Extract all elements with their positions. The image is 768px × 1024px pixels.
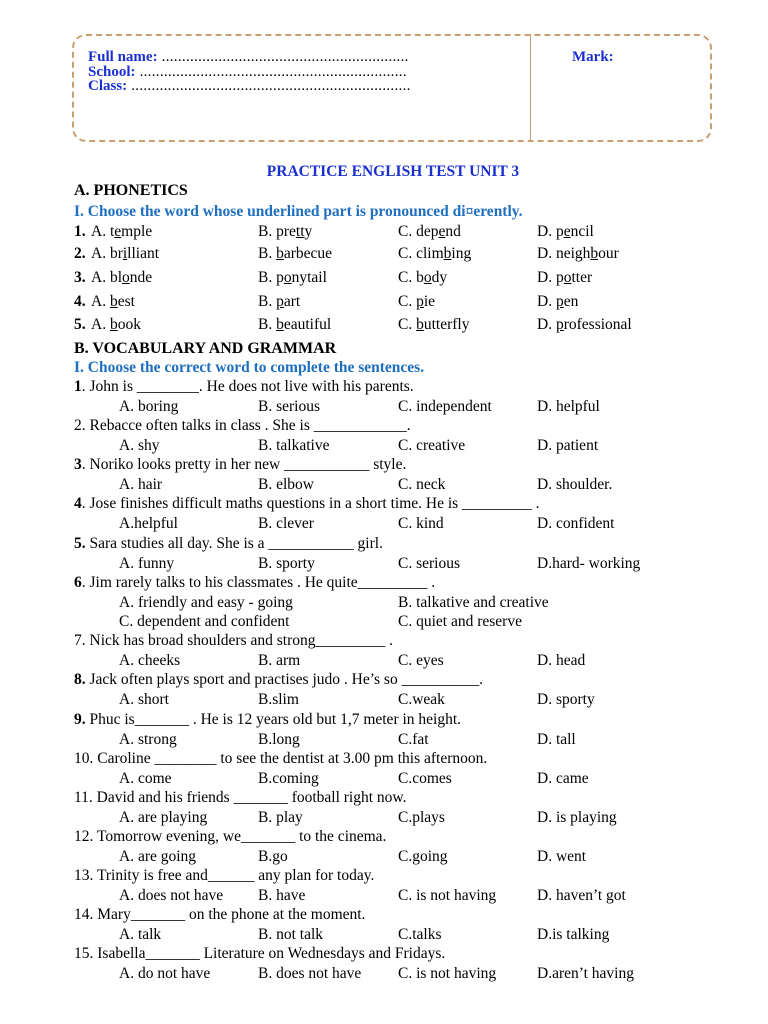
question-number: 5.	[74, 535, 86, 552]
question-text	[74, 495, 540, 513]
answer-option: A. hair	[119, 476, 163, 493]
question-text	[74, 711, 461, 729]
question-text	[74, 906, 365, 924]
section-b-instruction: I. Choose the correct word to complete the sentences.	[74, 359, 425, 376]
answer-option: B.long	[258, 731, 300, 748]
test-title: PRACTICE ENGLISH TEST UNIT 3	[266, 163, 520, 180]
answer-option: D. pen	[537, 293, 579, 310]
answer-option: A. boring	[119, 398, 179, 415]
question-number: 4	[74, 495, 82, 512]
question-stem: 12. Tomorrow evening, we_______ to the cinema.	[74, 828, 387, 845]
section-a-heading: A. PHONETICS	[74, 182, 188, 199]
underlined-part: p	[555, 293, 564, 310]
phonetics-row	[0, 245, 768, 265]
answer-option: D.hard- working	[537, 555, 641, 572]
answer-option: D. patient	[537, 437, 599, 454]
full-name-field	[88, 50, 409, 65]
underlined-part: i	[122, 245, 128, 262]
answer-option: A. cheeks	[119, 652, 181, 669]
options-row	[0, 809, 768, 829]
underlined-part: b	[276, 245, 284, 262]
answer-option: A. does not have	[119, 887, 224, 904]
answer-option: B. play	[258, 809, 303, 826]
answer-option: B. clever	[258, 515, 314, 532]
full-name-dots: .............................................................	[157, 49, 409, 65]
full-name-label: Full name:	[88, 49, 158, 65]
question-stem: . Jim rarely talks to his classmates . He quite_________ .	[81, 574, 436, 591]
question-stem: Sara studies all day. She is a ___________ girl.	[85, 535, 383, 552]
section-a-instruction: I. Choose the word whose underlined part is pronounced di¤erently.	[74, 203, 523, 220]
question-number: 9.	[74, 711, 86, 728]
options-row	[0, 652, 768, 672]
class-field	[88, 79, 411, 94]
options-row	[0, 594, 768, 614]
answer-option: C. quiet and reserve	[398, 613, 522, 630]
question-number: 1	[74, 378, 82, 395]
answer-option: A. are going	[119, 848, 197, 865]
answer-option: C. is not having	[398, 887, 497, 904]
answer-option: D. pencil	[537, 223, 594, 240]
phonetics-row	[0, 223, 768, 243]
answer-option: C. serious	[398, 555, 460, 572]
answer-option: B. serious	[258, 398, 320, 415]
question-stem: . Noriko looks pretty in her new ___________ style.	[81, 456, 407, 473]
answer-option: C. kind	[398, 515, 444, 532]
question-text	[74, 456, 406, 474]
options-row	[0, 691, 768, 711]
underlined-part: b	[109, 316, 118, 333]
answer-option: B. does not have	[258, 965, 362, 982]
underlined-part: e	[438, 223, 446, 240]
answer-option: D. neighbour	[537, 245, 619, 262]
question-stem: 2. Rebacce often talks in class . She is ____________.	[74, 417, 411, 434]
question-text	[74, 671, 483, 689]
question-number: 1.	[74, 223, 86, 240]
answer-option: A. talk	[119, 926, 162, 943]
question-number: 2.	[74, 245, 86, 262]
answer-option: D. is playing	[537, 809, 617, 826]
answer-option: C. depend	[398, 223, 461, 240]
question-text	[74, 417, 411, 435]
answer-option: D. head	[537, 652, 586, 669]
answer-option: D. shoulder.	[537, 476, 613, 493]
answer-option: B. ponytail	[258, 269, 327, 286]
answer-option: D.is talking	[537, 926, 610, 943]
options-row	[0, 555, 768, 575]
options-row	[0, 731, 768, 751]
answer-option: C. neck	[398, 476, 446, 493]
underlined-part: b	[109, 293, 118, 310]
options-row	[0, 398, 768, 418]
underlined-part: b	[276, 316, 284, 333]
answer-option: A. temple	[91, 223, 153, 240]
answer-option: D. went	[537, 848, 587, 865]
class-label: Class:	[88, 78, 128, 94]
options-row	[0, 848, 768, 868]
question-text	[74, 945, 445, 963]
answer-option: A. friendly and easy - going	[119, 594, 293, 611]
answer-option: A.helpful	[119, 515, 178, 532]
answer-option: C. is not having	[398, 965, 497, 982]
question-stem: 10. Caroline ________ to see the dentist at 3.00 pm this afternoon.	[74, 750, 488, 767]
options-row	[0, 887, 768, 907]
question-stem: . Jose finishes difficult maths questions in a short time. He is _________ .	[81, 495, 540, 512]
underlined-part: e	[563, 223, 571, 240]
options-row	[0, 613, 768, 633]
answer-option: C.comes	[398, 770, 452, 787]
question-text	[74, 828, 386, 846]
answer-option: D. haven’t got	[537, 887, 626, 904]
underlined-part: p	[276, 293, 284, 310]
question-number: 3	[74, 456, 82, 473]
answer-option: B.coming	[258, 770, 319, 787]
answer-option: D. sporty	[537, 691, 595, 708]
answer-option: C. eyes	[398, 652, 444, 669]
answer-option: C. body	[398, 269, 448, 286]
answer-option: D. came	[537, 770, 589, 787]
underlined-part: b	[443, 245, 452, 262]
answer-option: B. talkative	[258, 437, 330, 454]
question-number: 3.	[74, 269, 86, 286]
mark-label: Mark:	[572, 49, 614, 65]
underlined-part: b	[590, 245, 599, 262]
options-row	[0, 926, 768, 946]
answer-option: B. beautiful	[258, 316, 332, 333]
question-number: 8.	[74, 671, 86, 688]
answer-option: D. helpful	[537, 398, 600, 415]
question-text	[74, 750, 487, 768]
answer-option: A. brilliant	[91, 245, 160, 262]
class-dots: .....................................................................	[127, 78, 411, 94]
answer-option: D. confident	[537, 515, 615, 532]
underlined-part: o	[423, 269, 432, 286]
question-stem: 13. Trinity is free and______ any plan for today.	[74, 867, 375, 884]
underlined-part: o	[563, 269, 572, 286]
answer-option: C. climbing	[398, 245, 472, 262]
question-text	[74, 574, 435, 592]
answer-option: C. independent	[398, 398, 492, 415]
question-stem: 15. Isabella_______ Literature on Wednesdays and Fridays.	[74, 945, 446, 962]
answer-option: B. arm	[258, 652, 301, 669]
answer-option: A. short	[119, 691, 169, 708]
answer-option: D.aren’t having	[537, 965, 634, 982]
answer-option: A. strong	[119, 731, 177, 748]
question-stem: Phuc is_______ . He is 12 years old but 1,7 meter in height.	[85, 711, 462, 728]
answer-option: C.talks	[398, 926, 442, 943]
answer-option: B. elbow	[258, 476, 314, 493]
question-text	[74, 789, 407, 807]
underlined-part: e	[114, 223, 122, 240]
answer-option: C. pie	[398, 293, 436, 310]
question-number: 5.	[74, 316, 86, 333]
options-row	[0, 965, 768, 985]
answer-option: B. barbecue	[258, 245, 333, 262]
answer-option: B. have	[258, 887, 306, 904]
answer-option: B. talkative and creative	[398, 594, 549, 611]
phonetics-row	[0, 316, 768, 336]
answer-option: D. potter	[537, 269, 593, 286]
answer-option: C.fat	[398, 731, 429, 748]
answer-option: C.weak	[398, 691, 445, 708]
underlined-part: o	[283, 269, 292, 286]
question-text	[74, 632, 393, 650]
question-stem: Jack often plays sport and practises judo . He’s so __________.	[85, 671, 483, 688]
underlined-part: o	[122, 269, 130, 286]
answer-option: A. come	[119, 770, 172, 787]
question-stem: . John is ________. He does not live with his parents.	[81, 378, 414, 395]
options-row	[0, 476, 768, 496]
student-info-box	[72, 34, 712, 142]
question-stem: 7. Nick has broad shoulders and strong_________ .	[74, 632, 393, 649]
answer-option: A. best	[91, 293, 135, 310]
options-row	[0, 437, 768, 457]
options-row	[0, 770, 768, 790]
underlined-part: p	[555, 316, 564, 333]
answer-option: D. professional	[537, 316, 632, 333]
answer-option: A. do not have	[119, 965, 211, 982]
answer-option: C.going	[398, 848, 448, 865]
section-b-heading: B. VOCABULARY AND GRAMMAR	[74, 340, 337, 357]
school-dots: ..................................................................	[135, 64, 407, 80]
question-stem: 14. Mary_______ on the phone at the moment.	[74, 906, 366, 923]
answer-option: A. book	[91, 316, 141, 333]
answer-option: C. dependent and confident	[119, 613, 290, 630]
answer-option: B. part	[258, 293, 301, 310]
answer-option: B. sporty	[258, 555, 315, 572]
answer-option: A. are playing	[119, 809, 208, 826]
question-number: 4.	[74, 293, 86, 310]
answer-option: A. shy	[119, 437, 160, 454]
answer-option: C.plays	[398, 809, 445, 826]
question-text	[74, 378, 414, 396]
answer-option: C. butterfly	[398, 316, 470, 333]
question-stem: 11. David and his friends _______ football right now.	[74, 789, 407, 806]
phonetics-row	[0, 293, 768, 313]
answer-option: B. pretty	[258, 223, 313, 240]
underlined-part: b	[416, 316, 424, 333]
answer-option: B.slim	[258, 691, 299, 708]
answer-option: D. tall	[537, 731, 576, 748]
answer-option: B. not talk	[258, 926, 324, 943]
question-text	[74, 867, 374, 885]
box-divider	[530, 34, 531, 142]
question-number: 6	[74, 574, 82, 591]
answer-option: A. funny	[119, 555, 175, 572]
answer-option: A. blonde	[91, 269, 153, 286]
underlined-part: p	[416, 293, 424, 310]
answer-option: C. creative	[398, 437, 466, 454]
question-text	[74, 535, 383, 553]
school-label: School:	[88, 64, 136, 80]
phonetics-row	[0, 269, 768, 289]
options-row	[0, 515, 768, 535]
answer-option: B.go	[258, 848, 288, 865]
underlined-part: tt	[295, 223, 305, 240]
